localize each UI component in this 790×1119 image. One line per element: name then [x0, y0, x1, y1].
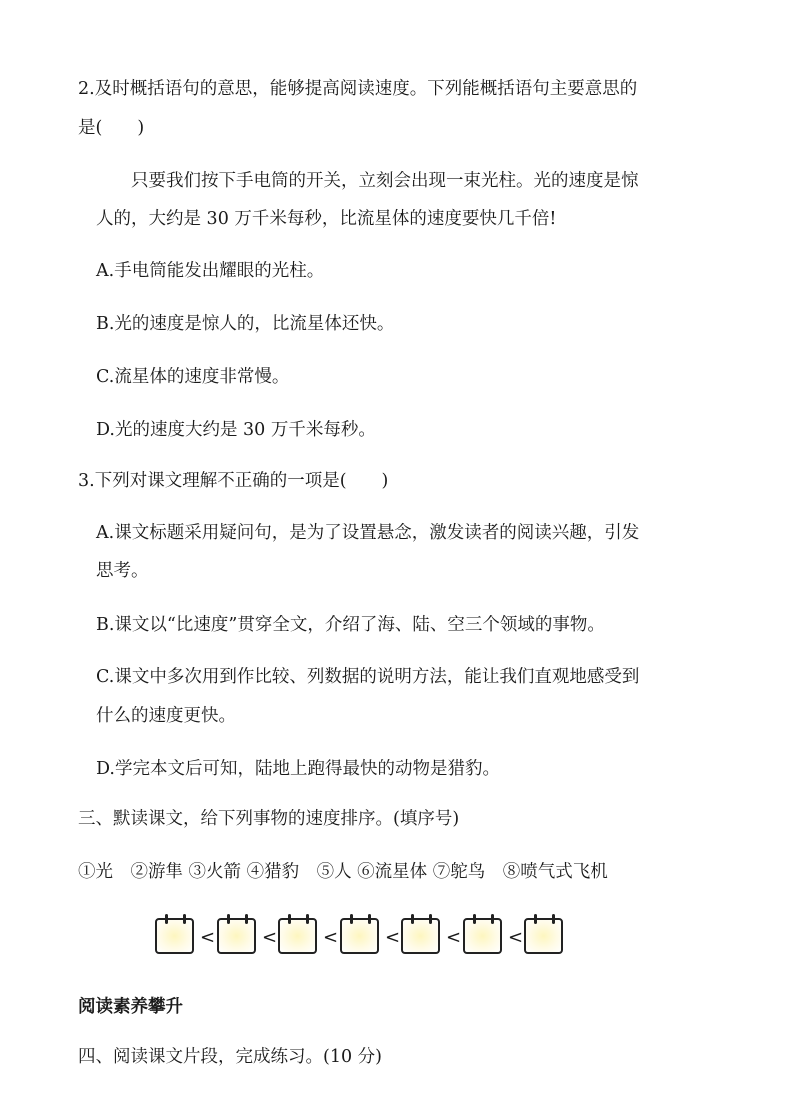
binder-ring-icon [491, 914, 494, 924]
section3-heading: 三、默读课文，给下列事物的速度排序。(填序号) [78, 809, 460, 829]
q2-stem-line2: 是( ) [78, 118, 145, 138]
answer-box[interactable] [340, 918, 379, 954]
section3-items: ①光 ②游隼 ③火箭 ④猎豹 ⑤人 ⑥流星体 ⑦鸵鸟 ⑧喷气式飞机 [78, 862, 608, 882]
answer-box[interactable] [155, 918, 194, 954]
less-than-sign: < [200, 927, 216, 948]
binder-ring-icon [473, 914, 476, 924]
reading-heading: 阅读素养攀升 [78, 997, 183, 1017]
q3-option-d: D.学完本文后可知，陆地上跑得最快的动物是猎豹。 [96, 759, 500, 779]
binder-ring-icon [227, 914, 230, 924]
binder-ring-icon [183, 914, 186, 924]
less-than-sign: < [385, 927, 401, 948]
answer-box[interactable] [217, 918, 256, 954]
less-than-sign: < [446, 927, 462, 948]
binder-ring-icon [411, 914, 414, 924]
q2-option-d: D.光的速度大约是 30 万千米每秒。 [96, 420, 376, 440]
answer-box[interactable] [463, 918, 502, 954]
answer-box[interactable] [278, 918, 317, 954]
q2-option-b: B.光的速度是惊人的，比流星体还快。 [96, 314, 395, 334]
binder-ring-icon [350, 914, 353, 924]
q3-option-a-line1: A.课文标题采用疑问句，是为了设置悬念，激发读者的阅读兴趣，引发 [96, 523, 640, 543]
answer-box[interactable] [401, 918, 440, 954]
answer-box[interactable] [524, 918, 563, 954]
q3-option-b: B.课文以“比速度”贯穿全文，介绍了海、陆、空三个领域的事物。 [96, 615, 605, 635]
q2-option-a: A.手电筒能发出耀眼的光柱。 [96, 261, 325, 281]
section4-heading: 四、阅读课文片段，完成练习。(10 分) [78, 1047, 382, 1067]
binder-ring-icon [288, 914, 291, 924]
q3-stem: 3.下列对课文理解不正确的一项是( ) [78, 471, 389, 491]
q3-option-a-line2: 思考。 [96, 561, 149, 581]
binder-ring-icon [165, 914, 168, 924]
q2-passage-line2: 人的，大约是 30 万千米每秒，比流星体的速度要快几千倍! [96, 209, 557, 229]
q2-stem-line1: 2.及时概括语句的意思，能够提高阅读速度。下列能概括语句主要意思的 [78, 79, 638, 99]
binder-ring-icon [429, 914, 432, 924]
less-than-sign: < [323, 927, 339, 948]
binder-ring-icon [552, 914, 555, 924]
binder-ring-icon [534, 914, 537, 924]
q2-passage-line1: 只要我们按下手电筒的开关，立刻会出现一束光柱。光的速度是惊 [131, 171, 639, 191]
binder-ring-icon [306, 914, 309, 924]
binder-ring-icon [368, 914, 371, 924]
binder-ring-icon [245, 914, 248, 924]
q2-option-c: C.流星体的速度非常慢。 [96, 367, 290, 387]
answer-boxes-row [155, 912, 635, 958]
q3-option-c-line1: C.课文中多次用到作比较、列数据的说明方法，能让我们直观地感受到 [96, 667, 640, 687]
less-than-sign: < [508, 927, 524, 948]
less-than-sign: < [262, 927, 278, 948]
q3-option-c-line2: 什么的速度更快。 [96, 706, 236, 726]
